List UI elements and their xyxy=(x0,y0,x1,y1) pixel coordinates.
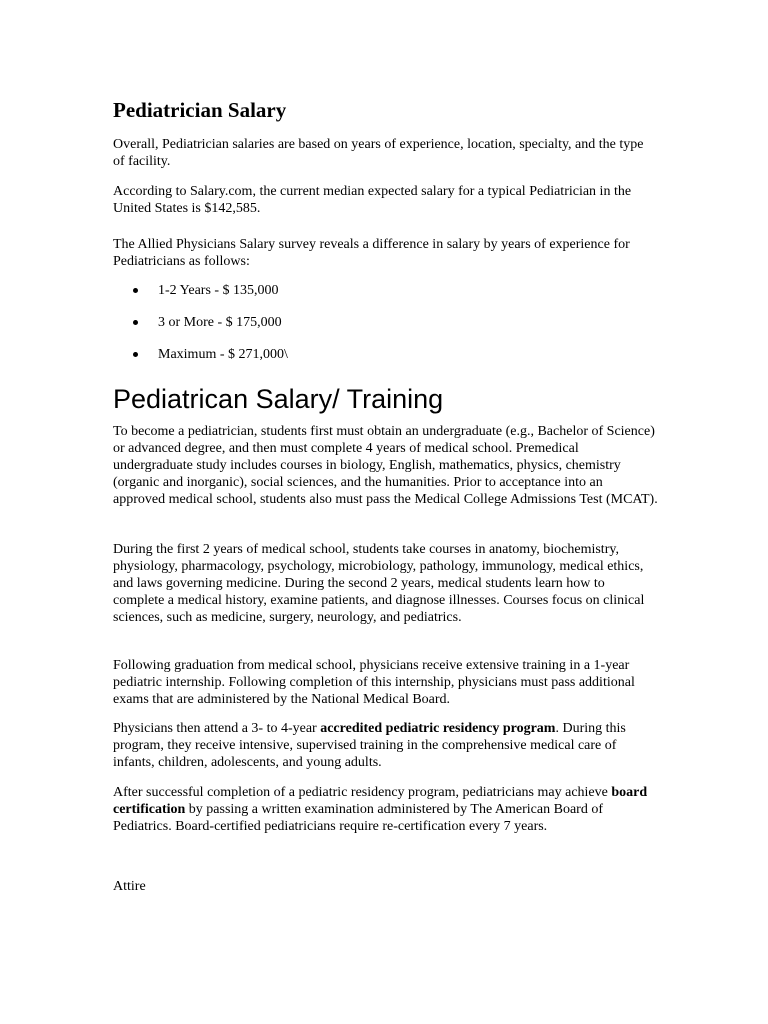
training-paragraph-2: During the first 2 years of medical school, students take courses in anatomy, biochemistry, physiology, pharmacology, psychology, microbiology, pathology, immunology, medical ethics, and laws governing medicine. During the second 2 years, medical students learn how to complete a medical history, examine patients, and diagnose illnesses. Courses focus on clinical sciences, such as medicine, surgery, neurology, and pediatrics. xyxy=(113,542,645,625)
salary-heading: Pediatrician Salary xyxy=(113,98,287,122)
paragraph-text: Physicians then attend a 3- to 4-year xyxy=(113,721,321,736)
salary-list xyxy=(113,282,288,378)
list-item-text: Maximum - $ 271,000\ xyxy=(158,347,288,362)
attire-label: Attire xyxy=(113,879,146,894)
training-paragraph-4 xyxy=(113,720,658,771)
survey-paragraph: The Allied Physicians Salary survey reveals a difference in salary by years of experience for Pediatricians as follows: xyxy=(113,237,630,269)
list-item xyxy=(113,346,288,378)
list-item-text: 3 or More - $ 175,000 xyxy=(158,315,282,330)
paragraph-text: by passing a written examination administered by The American Board of Pediatrics. Board-certified pediatricians require re-certification every 7 years. xyxy=(113,802,603,834)
list-item-text: 1-2 Years - $ 135,000 xyxy=(158,283,279,298)
list-item xyxy=(113,282,288,314)
residency-program-bold: accredited pediatric residency program xyxy=(320,721,556,736)
bullet-icon xyxy=(133,288,138,293)
training-heading: Pediatrican Salary/ Training xyxy=(113,384,444,414)
training-paragraph-1: To become a pediatrician, students first must obtain an undergraduate (e.g., Bachelor of Science) or advanced degree, and then must complete 4 years of medical school. Premedical undergraduate study includes courses in biology, English, mathematics, physics, chemistry (organic and inorganic), social sciences, and the humanities. Prior to acceptance into an approved medical school, students also must pass the Medical College Admissions Test (MCAT). xyxy=(113,424,658,507)
median-salary-paragraph: According to Salary.com, the current median expected salary for a typical Pediatrician in the United States is $142,585. xyxy=(113,184,632,216)
paragraph-text: After successful completion of a pediatric residency program, pediatricians may achieve xyxy=(113,785,612,800)
board-certification-bold: board certification xyxy=(113,785,648,817)
bullet-icon xyxy=(133,352,138,357)
paragraph-text: . During this program, they receive intensive, supervised training in the comprehensive medical care of infants, children, adolescents, and young adults. xyxy=(113,721,626,770)
salary-overview-paragraph: Overall, Pediatrician salaries are based on years of experience, location, specialty, and the type of facility. xyxy=(113,137,644,169)
bullet-icon xyxy=(133,320,138,325)
training-paragraph-3: Following graduation from medical school, physicians receive extensive training in a 1-year pediatric internship. Following completion of this internship, physicians must pass additional exams that are administered by the National Medical Board. xyxy=(113,658,635,707)
training-paragraph-5 xyxy=(113,784,658,835)
list-item xyxy=(113,314,288,346)
